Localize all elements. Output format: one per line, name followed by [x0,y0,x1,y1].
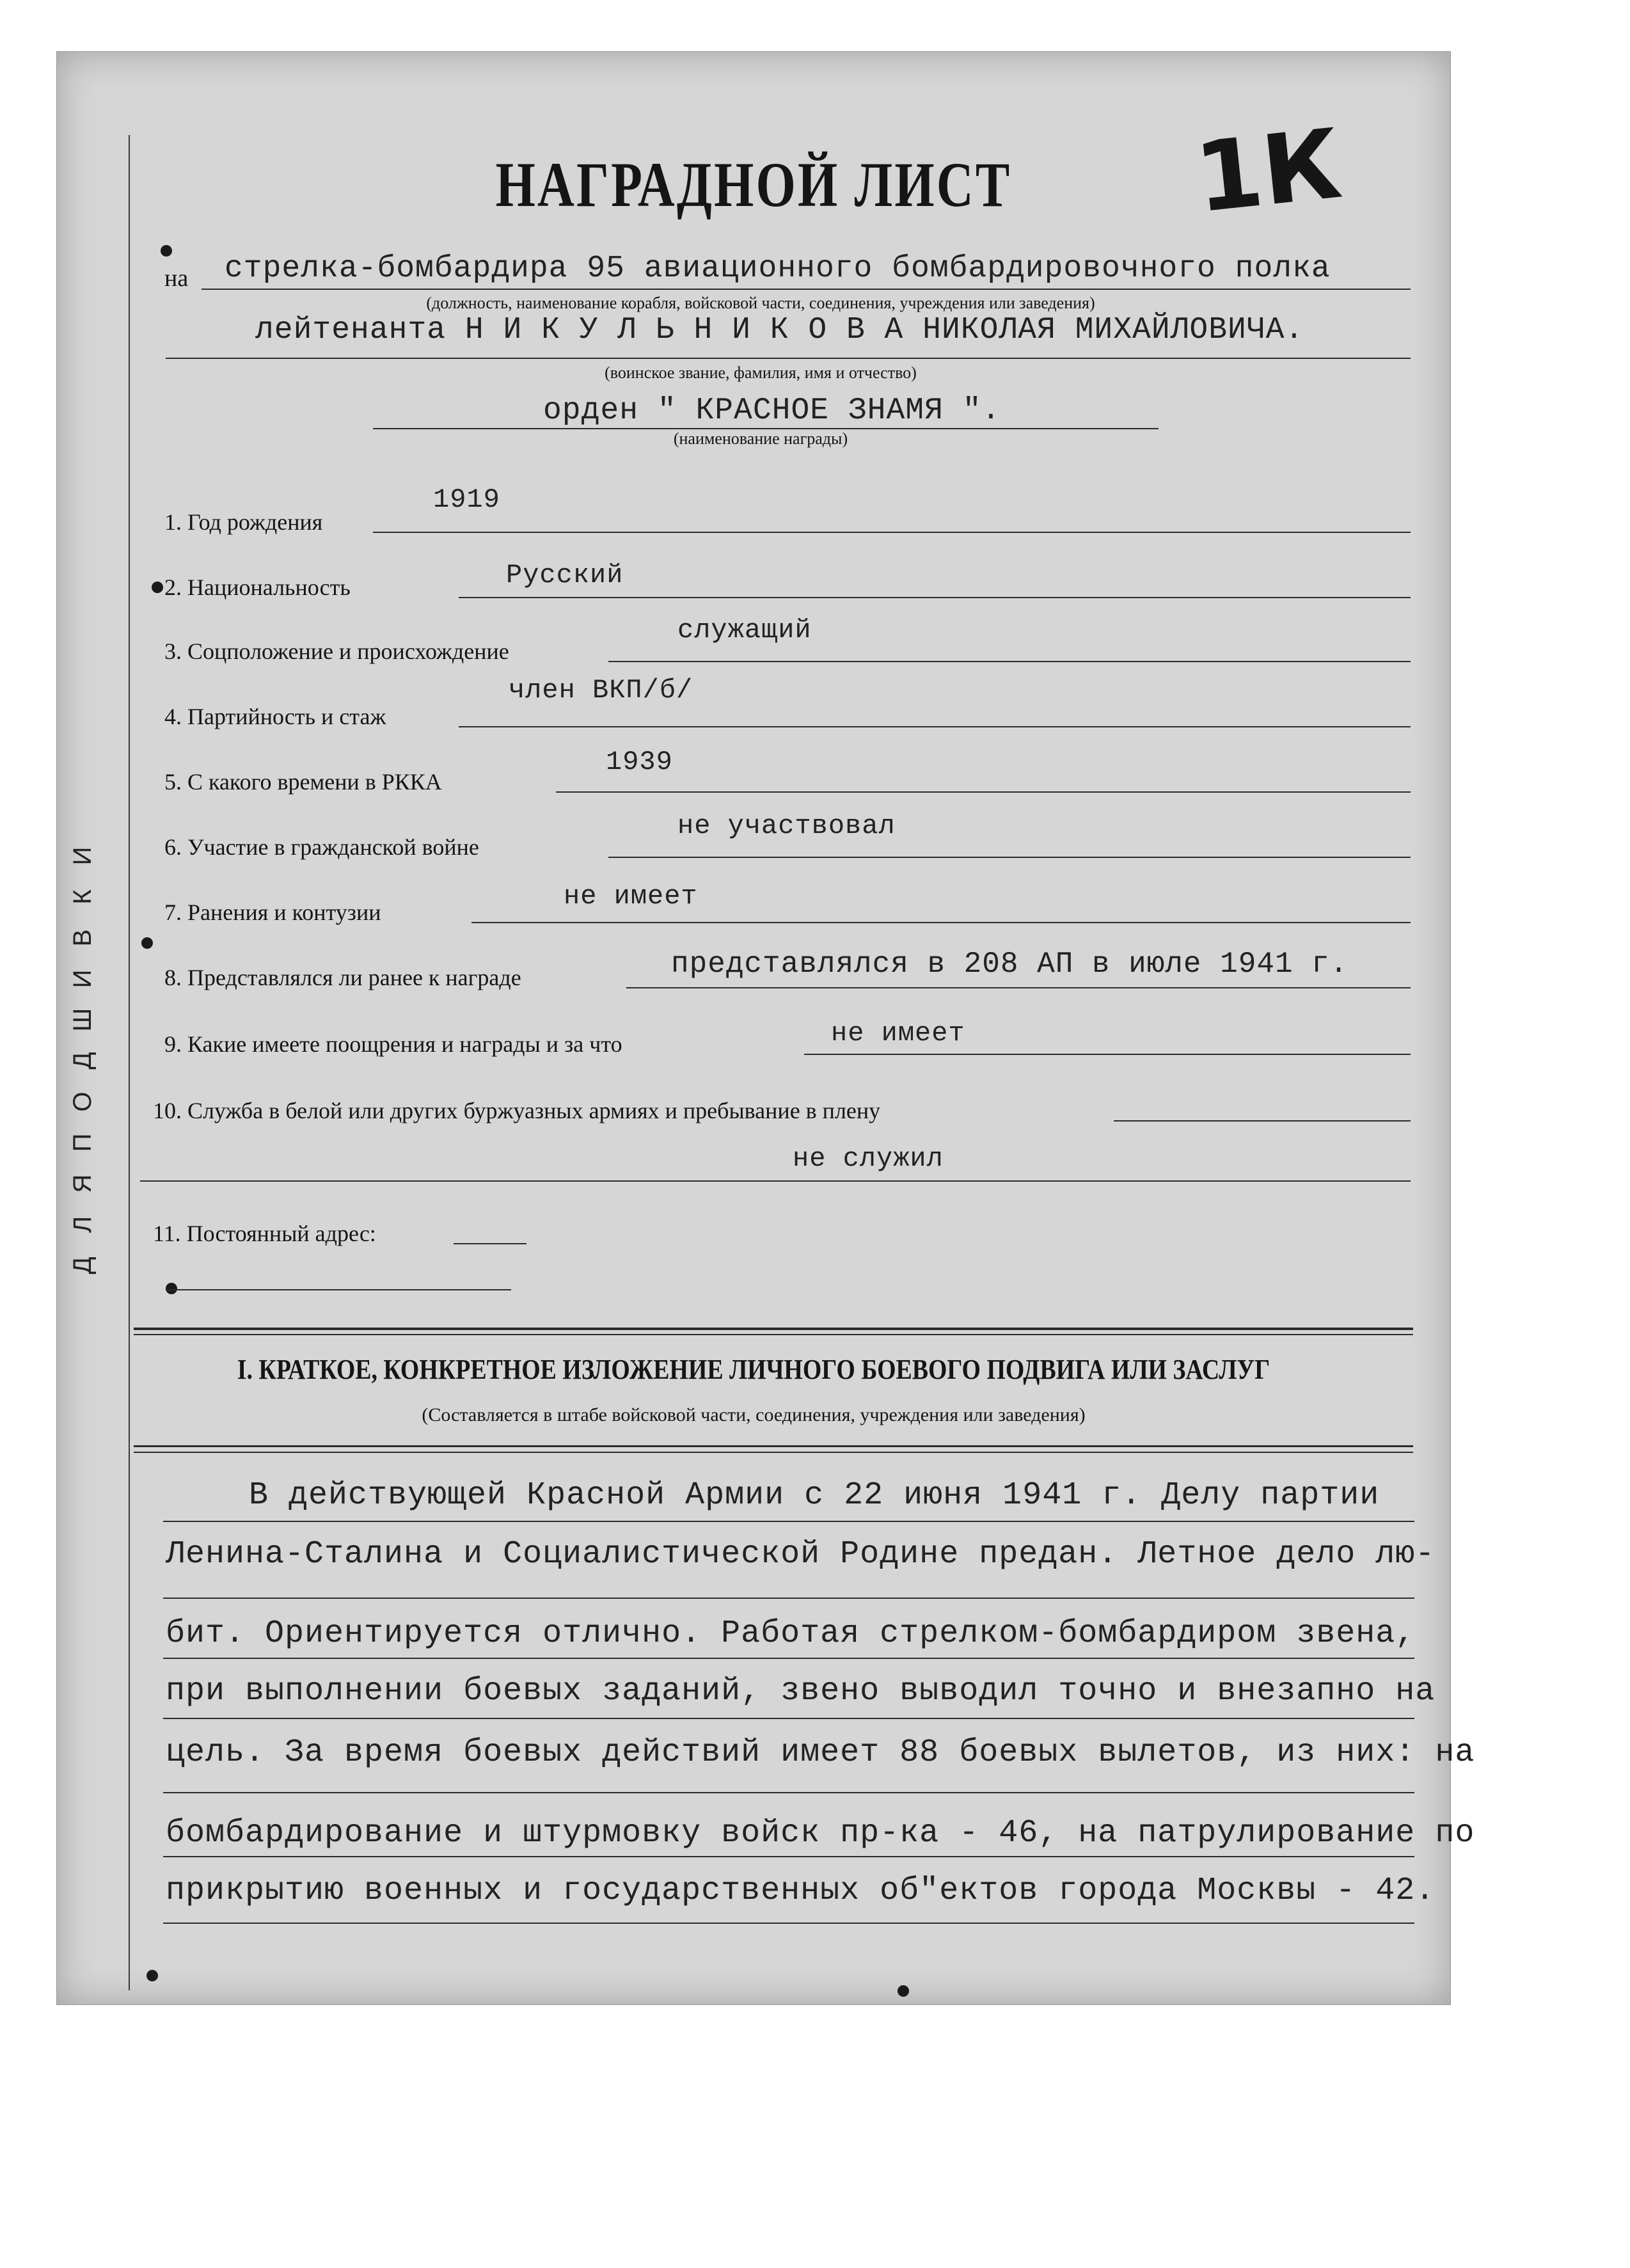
section-rule [134,1452,1413,1453]
rule [163,1718,1414,1719]
punch-hole [166,1283,177,1294]
rule [459,726,1411,727]
recipient-prefix: на [164,265,189,292]
margin-letter: Ш [68,1001,97,1032]
field-label-party: 4. Партийность и стаж [164,704,386,729]
field-label-nationality: 2. Национальность [164,575,351,600]
rule [608,857,1411,858]
narrative-line: прикрытию военных и государственных об"ектов города Москвы - 42. [166,1873,1436,1909]
margin-letter: И [68,840,97,866]
margin-letter: И [68,963,97,988]
narrative-line: при выполнении боевых заданий, звено выводил точно и внезапно на [166,1673,1436,1709]
field-label-social-status: 3. Соцположение и происхождение [164,638,509,664]
field-label-service-since: 5. С какого времени в РККА [164,769,442,795]
margin-letter: Я [68,1168,97,1193]
punch-hole [898,1985,909,1997]
award-name: орден " КРАСНОЕ ЗНАМЯ ". [543,393,1001,428]
field-value-nationality: Русский [506,560,624,591]
award-sheet [56,51,1475,2005]
rule [608,661,1411,662]
field-value-awards: не имеет [831,1018,965,1049]
punch-hole [161,245,172,257]
field-label-wounds: 7. Ранения и контузии [164,900,381,925]
narrative-line: В действующей Красной Армии с 22 июня 1941 г. Делу партии [249,1477,1380,1514]
margin-letter: П [68,1127,97,1152]
section-rule [134,1328,1413,1330]
handwritten-mark: 1К [1190,108,1347,235]
rule [373,532,1411,533]
field-value-party: член ВКП/б/ [509,675,693,706]
margin-letter: О [68,1085,97,1112]
narrative-line: цель. За время боевых действий имеет 88 боевых вылетов, из них: на [166,1734,1475,1771]
field-label-previous-nomination: 8. Представлялся ли ранее к награде [164,965,521,990]
punch-hole [146,1970,158,1981]
rule [626,987,1411,988]
punch-hole [141,937,153,949]
field-value-white-army: не служил [793,1143,944,1174]
rule [163,1658,1414,1659]
rule [163,1923,1414,1924]
field-label-address: 11. Постоянный адрес: [153,1221,376,1246]
rule [166,358,1411,359]
margin-letter: В [68,923,97,947]
rule [163,1598,1414,1599]
rule [163,1792,1414,1793]
rule [459,597,1411,598]
rule [202,289,1411,290]
field-value-birth-year: 1919 [433,484,500,515]
name-caption: (воинское звание, фамилия, имя и отчество) [605,363,917,382]
field-value-previous-nomination: представлялся в 208 АП в июле 1941 г. [671,948,1349,981]
field-label-awards: 9. Какие имеете поощрения и награды и за что [164,1031,622,1057]
rule [166,1289,511,1290]
margin-letter: Д [68,1250,97,1274]
field-value-civil-war: не участвовал [677,811,896,841]
rule [804,1054,1411,1055]
section-rule [134,1445,1413,1447]
rule [454,1243,526,1244]
position-caption: (должность, наименование корабля, войсковой части, соединения, учреждения или заведения) [426,294,1095,312]
section-rule [134,1334,1413,1335]
narrative-line: бит. Ориентируется отлично. Работая стрелком-бомбардиром звена, [166,1615,1416,1652]
field-label-civil-war: 6. Участие в гражданской войне [164,834,479,860]
recipient-position: стрелка-бомбардира 95 авиационного бомбардировочного полка [225,251,1331,286]
document-title: НАГРАДНОЙ ЛИСТ [495,149,1012,220]
rule [163,1856,1414,1857]
margin-letter: Д [68,1045,97,1070]
section-subtitle: (Составляется в штабе войсковой части, соединения, учреждения или заведения) [422,1404,1086,1425]
punch-hole [152,582,163,593]
recipient-name: лейтенанта Н И К У Л Ь Н И К О В А НИКОЛАЯ МИХАЙЛОВИЧА. [255,313,1304,347]
binding-margin-line [129,135,130,1990]
margin-letter: Л [68,1209,97,1233]
narrative-line: Ленина-Сталина и Социалистической Родине предан. Летное дело лю- [166,1536,1436,1573]
field-value-service-since: 1939 [606,747,673,777]
binding-margin-label [44,832,121,1283]
rule [140,1180,1411,1182]
field-label-white-army: 10. Служба в белой или других буржуазных армиях и пребывание в плену [153,1098,881,1123]
narrative-line: бомбардирование и штурмовку войск пр-ка - 46, на патрулирование по [166,1815,1475,1852]
field-value-wounds: не имеет [564,881,698,912]
section-title: I. КРАТКОЕ, КОНКРЕТНОЕ ИЗЛОЖЕНИЕ ЛИЧНОГО БОЕВОГО ПОДВИГА ИЛИ ЗАСЛУГ [237,1354,1270,1385]
rule [556,791,1411,793]
award-caption: (наименование награды) [673,429,848,448]
rule [163,1521,1414,1522]
field-value-social-status: служащий [677,615,812,646]
rule [1114,1120,1411,1122]
margin-letter: К [68,883,97,905]
rule [471,922,1411,923]
field-label-birth-year: 1. Год рождения [164,509,323,535]
